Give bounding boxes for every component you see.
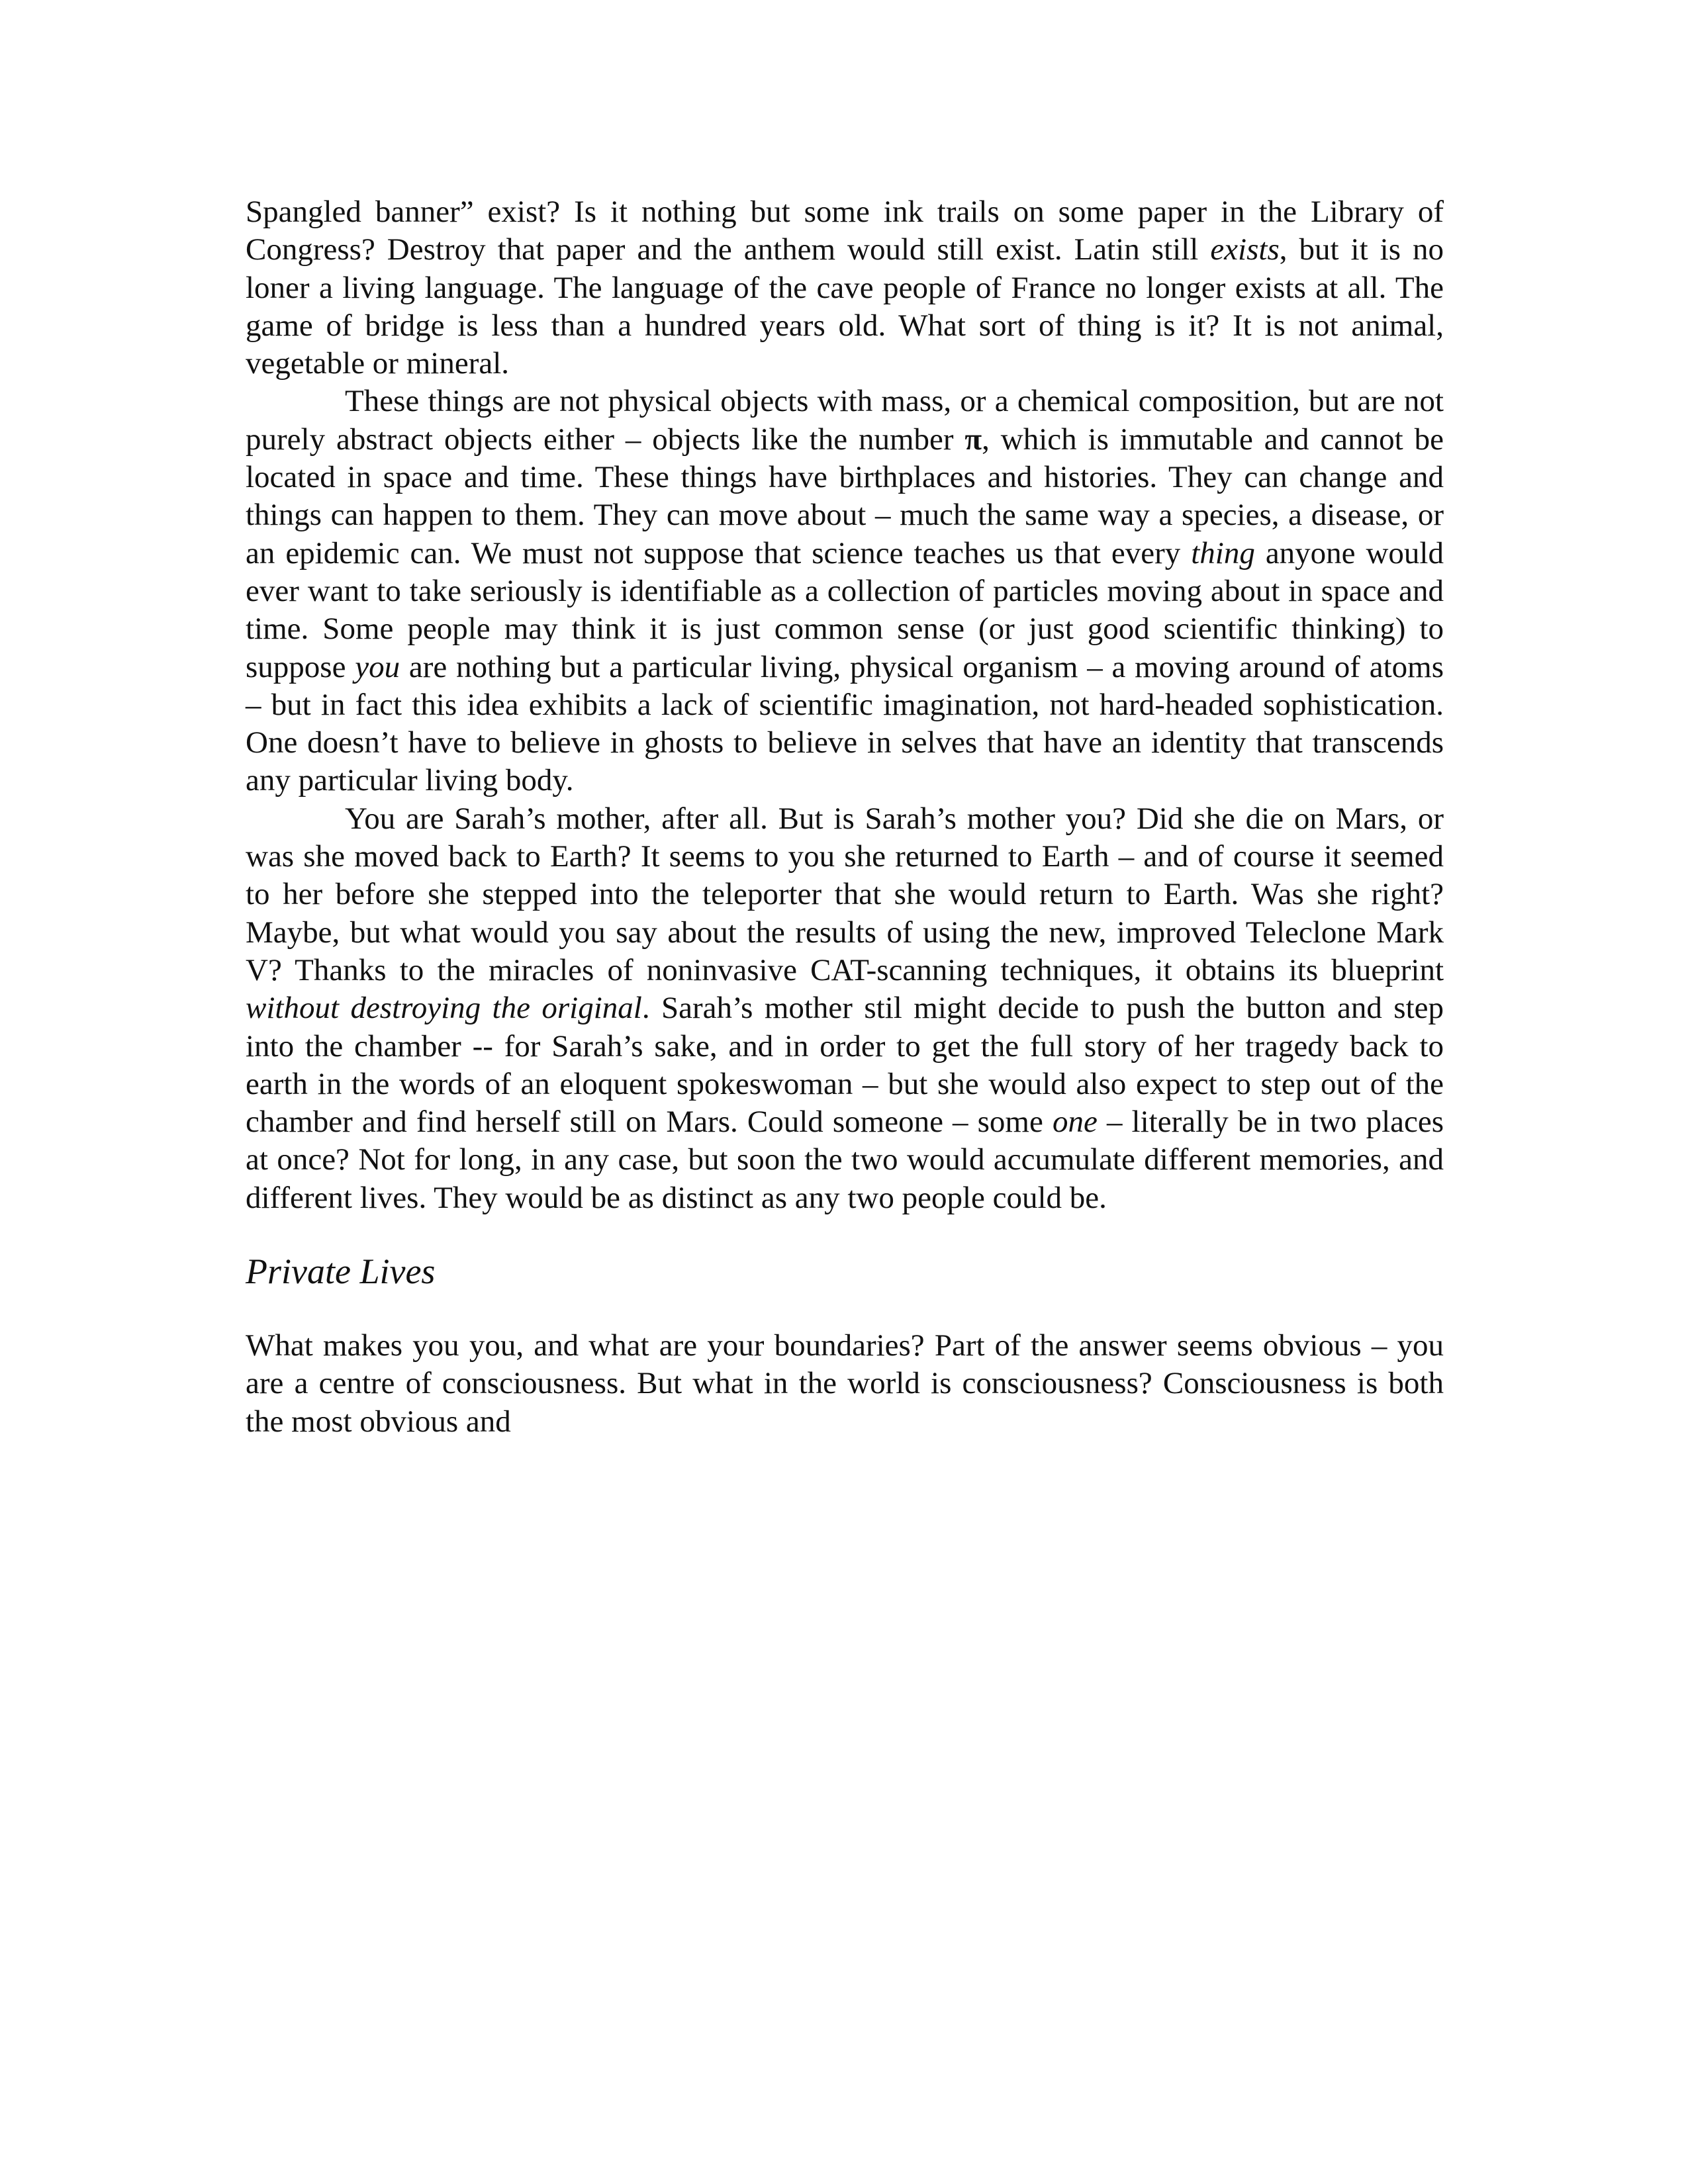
paragraph-3-text-a: You are Sarah’s mother, after all. But is Sarah’s mother you? Did she die on Mars, or was she moved back to Earth? It seems to you she returned to Earth – and of course it seemed to her before she stepped into the teleporter that she would return to Earth. Was she right? Maybe, but what would you say about the results of using the new, improved Teleclone Mark V? Thanks to the miracles of noninvasive CAT-scanning techniques, it obtains its blueprint — [246, 801, 1444, 987]
paragraph-3-text-c: . Sarah’s mother stil might decide to push the button and step into the chamber -- for Sarah’s sake, and in order to get the full story of her tragedy back to earth in the words of an eloquent spokeswoman – but she would also expect to step out of the chamber and find herself still on Mars. Could someone – some — [246, 991, 1444, 1140]
emphasis-thing: thing — [1191, 535, 1255, 570]
emphasis-one: one — [1052, 1105, 1098, 1140]
pi-symbol: π — [964, 422, 982, 457]
paragraph-1-text-c: , but it is no loner a living language. The language of the cave people of France no longer exists at all. The game of bridge is less than a hundred years old. What sort of thing is it? It is not animal, vegetable or mineral. — [246, 232, 1444, 381]
paragraph-2-text-f: are nothing but a particular living, physical organism – a moving around of atoms – but in fact this idea exhibits a lack of scientific imagination, not hard-headed sophistication. One doesn’t have to believe in ghosts to believe in selves that have an identity that transcends any particular living body. — [246, 649, 1444, 798]
paragraph-4 — [246, 1327, 1444, 1441]
paragraph-2-text-a: These things are not physical objects with mass, or a chemical composition, but are not purely abstract objects either – objects like the number — [246, 384, 1444, 457]
body-text — [246, 193, 1444, 1441]
paragraph-2 — [246, 383, 1444, 799]
paragraph-1 — [246, 193, 1444, 383]
paragraph-2-text-d: anyone would ever want to take seriously is identifiable as a collection of particles moving about in space and time. Some people may think it is just common sense (or just good scientific thinking) to suppose — [246, 535, 1444, 684]
paragraph-4-text-a: What makes you you, and what are your boundaries? Part of the answer seems obvious – you are a centre of consciousness. But what in the world is consciousness? Consciousness is both the most obvious and — [246, 1328, 1444, 1439]
paragraph-3-text-e: – literally be in two places at once? Not for long, in any case, but soon the two would accumulate different memories, and different lives. They would be as distinct as any two people could be. — [246, 1105, 1444, 1215]
paragraph-2-text-b: , which is immutable and cannot be located in space and time. These things have birthplaces and histories. They can change and things can happen to them. They can move about – much the same way a species, a disease, or an epidemic can. We must not suppose that science teaches us that every — [246, 422, 1444, 570]
paragraph-3 — [246, 800, 1444, 1217]
emphasis-exists: exists — [1210, 232, 1280, 267]
paragraph-1-text-a: Spangled banner” exist? Is it nothing but some ink trails on some paper in the Library of Congress? Destroy that paper and the anthem would still exist. Latin still — [246, 195, 1444, 267]
emphasis-without-destroying: without destroying the original — [246, 991, 642, 1026]
section-heading: Private Lives — [246, 1251, 436, 1292]
emphasis-you: you — [355, 649, 400, 684]
